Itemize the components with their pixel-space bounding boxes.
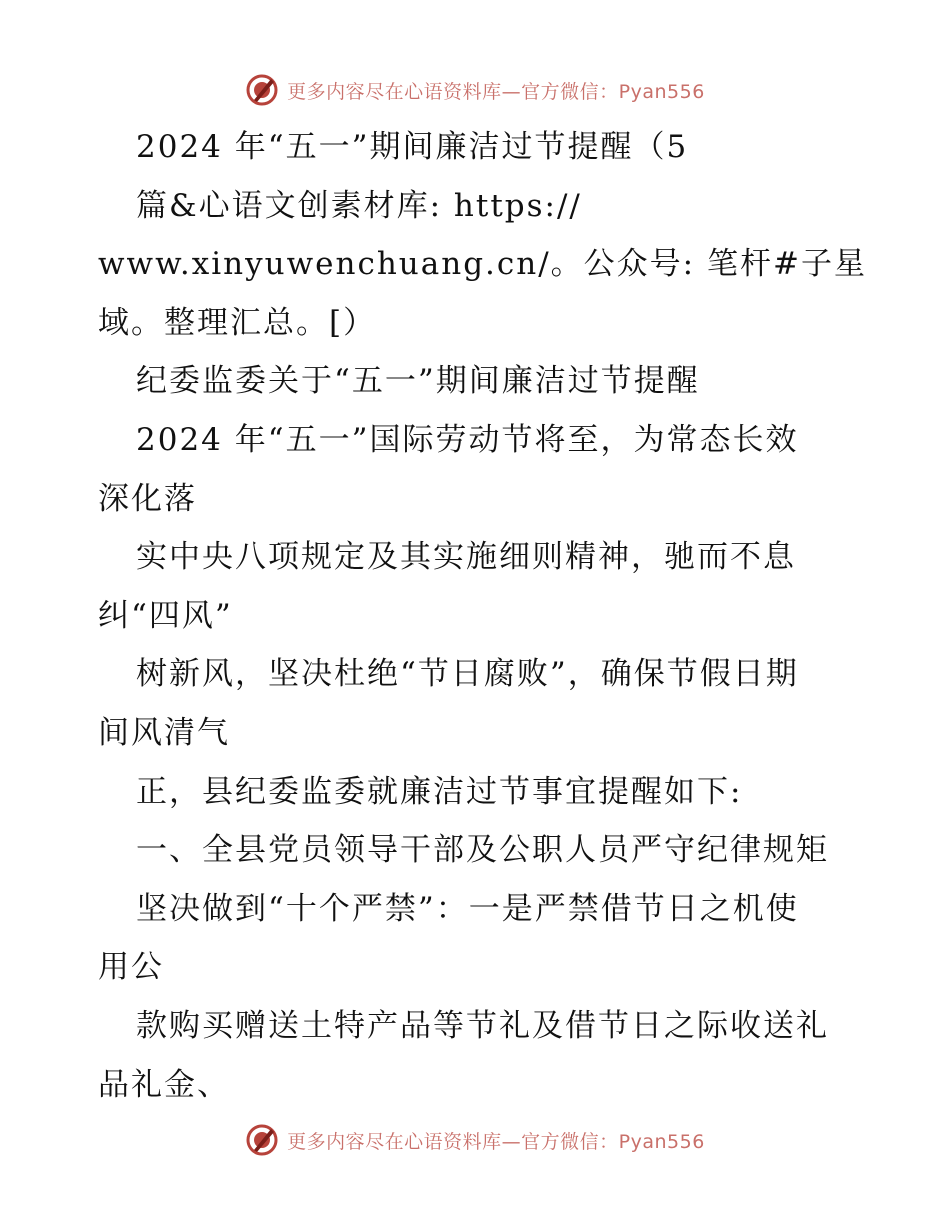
doc-paragraph-line: 用公 xyxy=(98,949,164,986)
footer-banner-text: 更多内容尽在心语资料库—官方微信：Pyan556 xyxy=(287,1130,705,1153)
document-body xyxy=(98,118,868,1114)
doc-paragraph-line: 款购买赠送土特产品等节礼及借节日之际收送礼 xyxy=(136,1007,829,1044)
doc-paragraph-line: 正，县纪委监委就廉洁过节事宜提醒如下: xyxy=(136,773,743,810)
quill-seal-icon xyxy=(245,73,279,107)
doc-paragraph-line: 坚决做到“十个严禁”：一是严禁借节日之机使 xyxy=(136,890,799,927)
doc-title-line-4: 域。整理汇总。[） xyxy=(98,304,377,341)
doc-section-heading: 一、全县党员领导干部及公职人员严守纪律规矩 xyxy=(136,832,829,869)
doc-paragraph-line: 树新风，坚决杜绝“节日腐败”，确保节假日期 xyxy=(136,656,799,693)
header-banner xyxy=(0,68,950,112)
doc-paragraph-line: 品礼金、 xyxy=(98,1066,230,1103)
doc-paragraph-line: 间风清气 xyxy=(98,714,230,751)
doc-heading: 纪委监委关于“五一”期间廉洁过节提醒 xyxy=(136,363,700,400)
doc-paragraph-line: 深化落 xyxy=(98,480,197,517)
header-banner-text: 更多内容尽在心语资料库—官方微信：Pyan556 xyxy=(287,80,705,103)
footer-banner xyxy=(0,1118,950,1162)
doc-paragraph-line: 2024 年“五一”国际劳动节将至，为常态长效 xyxy=(136,421,799,458)
doc-title-line-2: 篇&心语文创素材库: https:// xyxy=(136,187,582,224)
quill-seal-icon xyxy=(245,1123,279,1157)
doc-paragraph-line: 实中央八项规定及其实施细则精神，驰而不息 xyxy=(136,539,796,576)
doc-title-line-3: www.xinyuwenchuang.cn/。公众号: 笔杆#子星 xyxy=(98,246,867,283)
doc-title-line-1: 2024 年“五一”期间廉洁过节提醒（5 xyxy=(136,129,689,165)
doc-paragraph-line: 纠“四风” xyxy=(98,597,233,634)
